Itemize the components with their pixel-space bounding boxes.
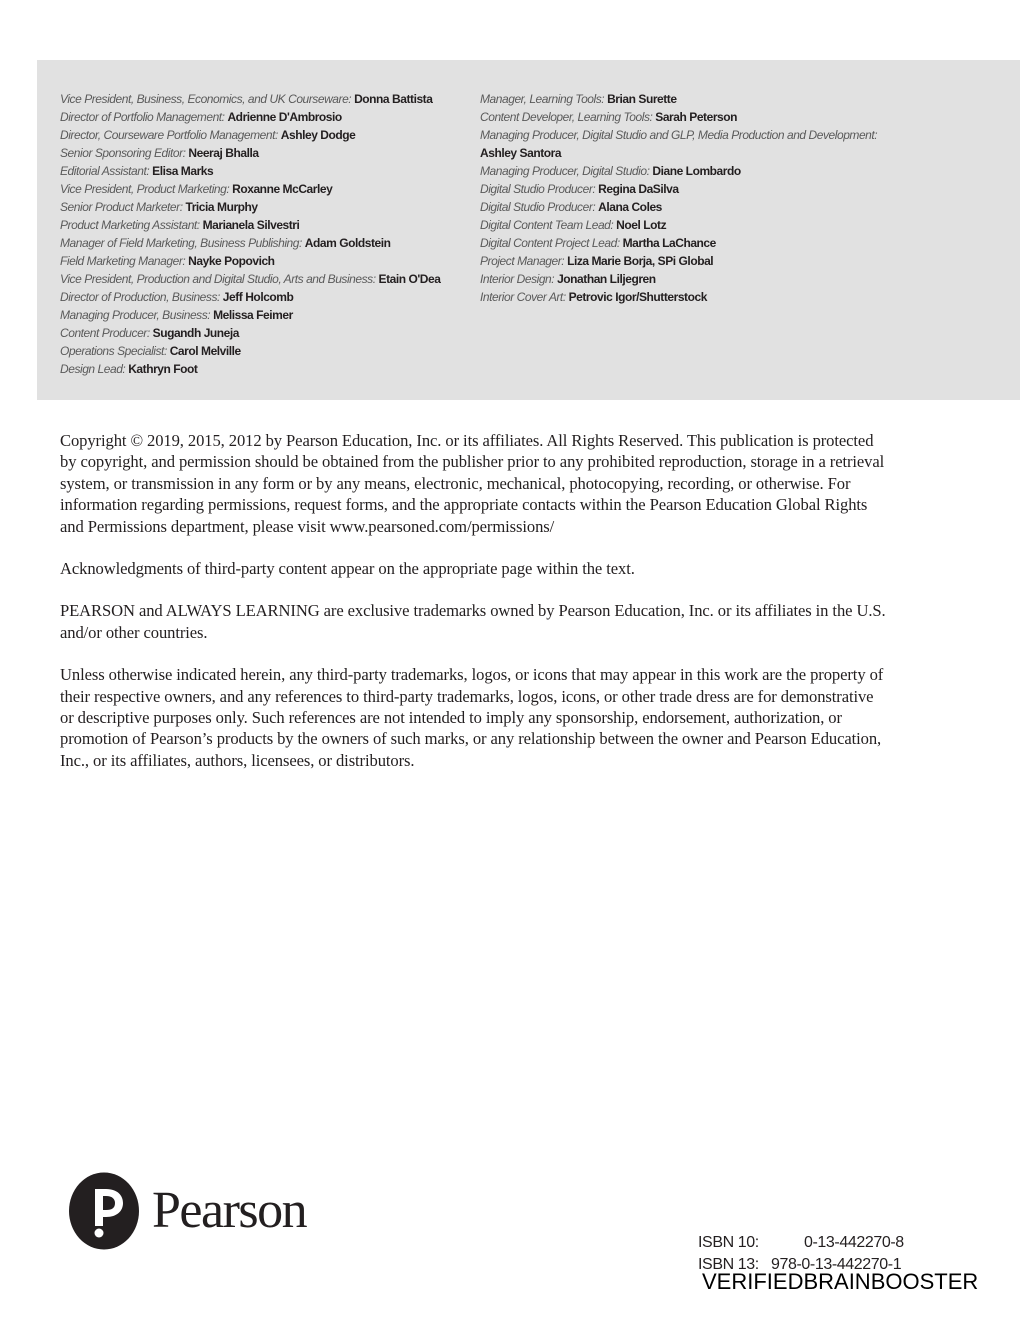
credit-line	[60, 288, 490, 306]
credit-line	[480, 270, 900, 288]
credit-name: Donna Battista	[354, 92, 433, 106]
credit-role: Digital Studio Producer:	[480, 182, 596, 196]
credit-line	[480, 288, 900, 306]
credit-name: Ashley Dodge	[280, 128, 356, 142]
credit-name: Jeff Holcomb	[222, 290, 294, 304]
credit-line	[480, 216, 900, 234]
credit-role: Product Marketing Assistant:	[60, 218, 200, 232]
credit-role: Managing Producer, Digital Studio:	[480, 164, 650, 178]
credit-name: Marianela Silvestri	[202, 218, 300, 232]
credit-line	[60, 90, 490, 108]
credit-line	[60, 234, 490, 252]
credit-role: Manager of Field Marketing, Business Publishing:	[60, 236, 302, 250]
credit-role: Senior Product Marketer:	[60, 200, 183, 214]
trademarks-paragraph: PEARSON and ALWAYS LEARNING are exclusive trademarks owned by Pearson Education, Inc. or its affiliates in the U.S. and/or other countries.	[60, 601, 886, 642]
credit-role: Digital Studio Producer:	[480, 200, 596, 214]
credit-line	[60, 252, 490, 270]
credit-line	[60, 306, 490, 324]
credit-role: Content Producer:	[60, 326, 150, 340]
credit-name: Roxanne McCarley	[232, 182, 333, 196]
credit-name: Alana Coles	[598, 200, 662, 214]
credit-role: Digital Content Project Lead:	[480, 236, 620, 250]
pearson-logo	[68, 1172, 306, 1250]
credit-line	[60, 324, 490, 342]
credit-role: Senior Sponsoring Editor:	[60, 146, 186, 160]
credit-line	[480, 126, 900, 144]
credit-line	[60, 144, 490, 162]
credit-role: Managing Producer, Digital Studio and GLP, Media Production and Development:	[480, 128, 878, 142]
credit-line	[480, 90, 900, 108]
credit-role: Field Marketing Manager:	[60, 254, 186, 268]
credit-name: Adrienne D'Ambrosio	[227, 110, 342, 124]
credit-role: Managing Producer, Business:	[60, 308, 211, 322]
credit-line	[480, 144, 900, 162]
credit-line	[480, 198, 900, 216]
credit-line	[60, 216, 490, 234]
credit-name: Kathryn Foot	[128, 362, 198, 376]
credit-line	[480, 252, 900, 270]
credits-right-column	[480, 90, 900, 306]
credit-name: Diane Lombardo	[652, 164, 741, 178]
isbn-10-row	[698, 1232, 904, 1254]
credit-name: Elisa Marks	[152, 164, 214, 178]
credit-line	[480, 234, 900, 252]
legal-notice	[60, 430, 890, 792]
credit-line	[60, 108, 490, 126]
credit-line	[480, 108, 900, 126]
credit-name: Tricia Murphy	[185, 200, 258, 214]
credit-name: Regina DaSilva	[598, 182, 679, 196]
isbn-13-value: 978-0-13-442270-1	[771, 1256, 902, 1273]
credit-name: Brian Surette	[607, 92, 677, 106]
isbn-10-label: ISBN 10:	[698, 1234, 759, 1251]
credit-role: Director of Production, Business:	[60, 290, 220, 304]
third-party-paragraph: Unless otherwise indicated herein, any third-party trademarks, logos, or icons that may appear in this work are the property of their respective owners, and any references to third-party trademarks, logos, icons, or other trade dress are for demonstrative or descriptive purposes only. Such references are not intended to imply any sponsorship, endorsement, authorization, or promotion of Pearson’s products by the owners of such marks, or any relationship between the owner and Pearson Education, Inc., or its affiliates, authors, licensees, or distributors.	[60, 665, 884, 770]
credit-role: Director of Portfolio Management:	[60, 110, 225, 124]
credit-name: Neeraj Bhalla	[188, 146, 259, 160]
credit-name: Noel Lotz	[616, 218, 667, 232]
credit-role: Digital Content Team Lead:	[480, 218, 614, 232]
credit-line	[480, 162, 900, 180]
credit-name: Petrovic Igor/Shutterstock	[568, 290, 707, 304]
credit-line	[60, 270, 490, 288]
acknowledgments-paragraph: Acknowledgments of third-party content appear on the appropriate page within the text.	[60, 559, 635, 579]
credit-name: Ashley Santora	[480, 146, 562, 160]
watermark-text: VERIFIEDBRAINBOOSTER	[702, 1269, 979, 1294]
credit-name: Martha LaChance	[622, 236, 716, 250]
isbn-13-label: ISBN 13:	[698, 1256, 759, 1273]
credit-role: Content Developer, Learning Tools:	[480, 110, 653, 124]
credit-line	[60, 126, 490, 144]
credit-role: Editorial Assistant:	[60, 164, 150, 178]
credit-role: Director, Courseware Portfolio Management:	[60, 128, 278, 142]
credit-line	[60, 162, 490, 180]
credit-name: Sugandh Juneja	[152, 326, 240, 340]
credit-line	[480, 180, 900, 198]
credit-line	[60, 360, 490, 378]
credit-name: Liza Marie Borja, SPi Global	[567, 254, 714, 268]
isbn-10-value: 0-13-442270-8	[804, 1234, 904, 1251]
credits-panel	[37, 60, 1020, 400]
credit-name: Jonathan Liljegren	[557, 272, 656, 286]
pearson-wordmark: Pearson	[152, 1182, 307, 1239]
credit-role: Vice President, Production and Digital Studio, Arts and Business:	[60, 272, 376, 286]
credit-role: Project Manager:	[480, 254, 565, 268]
credit-role: Operations Specialist:	[60, 344, 167, 358]
credit-name: Etain O'Dea	[378, 272, 441, 286]
credit-role: Manager, Learning Tools:	[480, 92, 605, 106]
credit-role: Interior Design:	[480, 272, 555, 286]
credit-name: Carol Melville	[169, 344, 241, 358]
credit-name: Melissa Feimer	[213, 308, 293, 322]
credits-left-column	[60, 90, 490, 378]
credit-line	[60, 198, 490, 216]
credit-role: Interior Cover Art:	[480, 290, 566, 304]
credit-role: Vice President, Product Marketing:	[60, 182, 230, 196]
credit-role: Vice President, Business, Economics, and UK Courseware:	[60, 92, 352, 106]
pearson-p-icon	[68, 1172, 140, 1250]
credit-line	[60, 342, 490, 360]
credit-line	[60, 180, 490, 198]
credit-role: Design Lead:	[60, 362, 126, 376]
credit-name: Nayke Popovich	[188, 254, 275, 268]
credit-name: Sarah Peterson	[655, 110, 738, 124]
credit-name: Adam Goldstein	[304, 236, 391, 250]
copyright-paragraph: Copyright © 2019, 2015, 2012 by Pearson Education, Inc. or its affiliates. All Rights Reserved. This publication is protected by copyright, and permission should be obtained from the publisher prior to any prohibited reproduction, storage in a retrieval system, or transmission in any form or by any means, electronic, mechanical, photocopying, recording, or otherwise. For information regarding permissions, request forms, and the appropriate contacts within the Pearson Education Global Rights and Permissions department, please visit www.pearsoned.com/permissions/	[60, 431, 885, 536]
